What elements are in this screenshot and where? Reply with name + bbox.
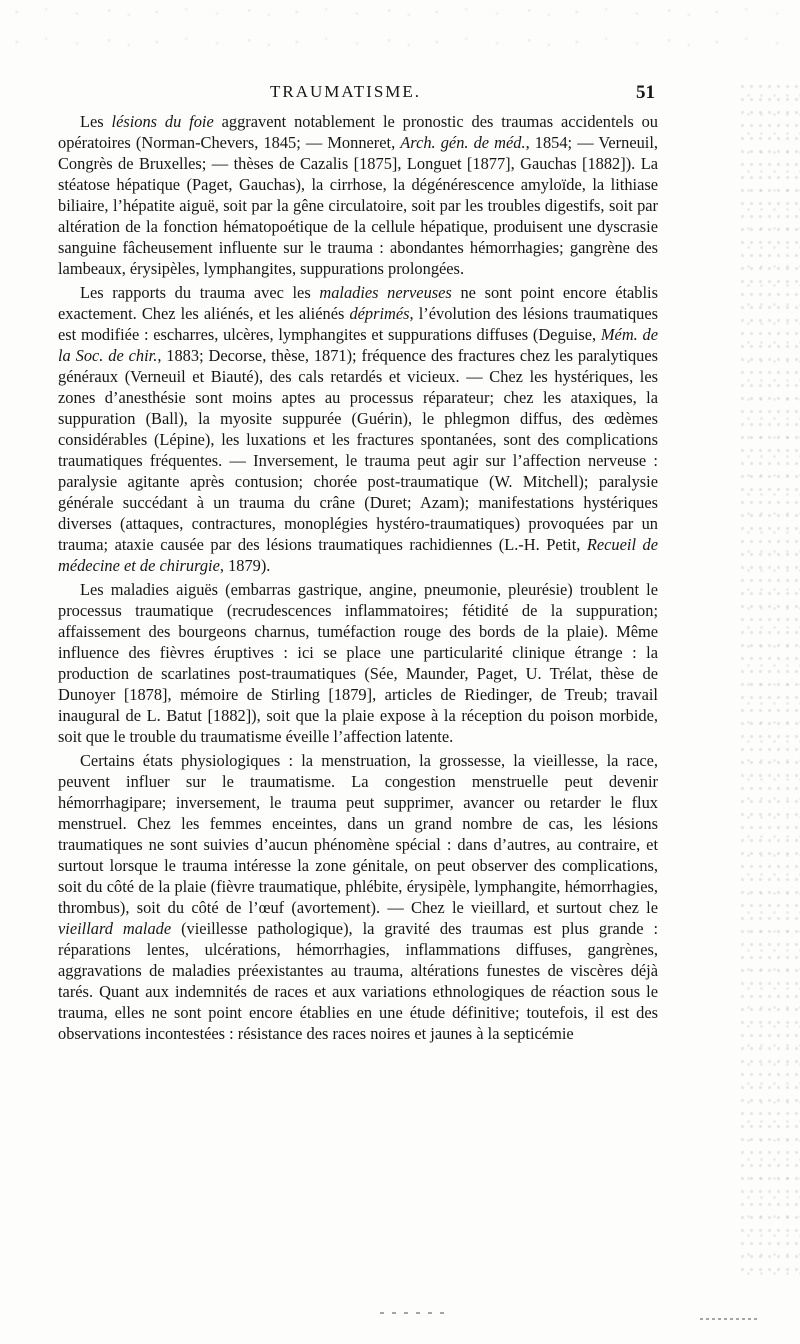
paragraph-liver-lesions bbox=[58, 111, 658, 279]
text-run-italic: Mém. de la Soc. de chir. bbox=[58, 325, 658, 365]
scan-mark-bottom bbox=[380, 1312, 450, 1314]
text-run-italic: vieillard malade bbox=[58, 919, 172, 938]
text-run: Les bbox=[80, 112, 112, 131]
text-run: , 1883; Decorse, thèse, 1871); fréquence des fractures chez les paralytiques généraux (Verneuil et Biauté), des cals retardés et vicieux. — Chez les hystériques, les zones d’anesthésie sont moins aptes au processus réparateur; chez les ataxiques, la suppuration (Ball), la myosite suppurée (Guérin), le phlegmon diffus, des œdèmes considérables (Lépine), les luxations et les fractures spontanées, sont des complications traumatiques fréquentes. — Inversement, le trauma peut agir sur l’affection nerveuse : paralysie agitante après contusion; chorée post-traumatique (W. Mitchell); paralysie générale succédant à un trauma du crâne (Duret; Azam); manifestations hystériques diverses (attaques, contractures, monoplégies hystéro-traumatiques) provoquées par un trauma; ataxie causée par des lésions traumatiques rachidiennes (L.-H. Petit, bbox=[58, 346, 658, 554]
text-run-italic: maladies nerveuses bbox=[319, 283, 452, 302]
text-run: Les rapports du trauma avec les bbox=[80, 283, 320, 302]
running-head bbox=[0, 82, 800, 106]
text-run: , 1854; — Verneuil, Congrès de Bruxelles; — thèses de Cazalis [1875], Longuet [1877], Gauchas [1882]). La stéatose hépatique (Paget, Gauchas), la cirrhose, la dégénérescence amyloïde, la lithiase biliaire, l’hépatite aiguë, soit par la gêne circulatoire, soit par les troubles digestifs, soit par altération de la fonction hématopoétique de la cellule hépatique, produisent une dyscrasie sanguine fâcheusement influente sur le trauma : abondantes hémorrhagies; gangrène des lambeaux, érysipèles, lymphangites, suppurations prolongées. bbox=[58, 133, 659, 278]
text-run: , 1879). bbox=[219, 556, 271, 575]
text-run-italic: Arch. gén. de méd. bbox=[400, 133, 526, 152]
text-run: aggravent notablement le pronostic des traumas accidentels ou opératoires (Norman-Chevers, 1845; — Monneret, bbox=[58, 112, 658, 152]
text-run: , l’évolution des lésions traumatiques est modifiée : escharres, ulcères, lymphangites et suppurations diffuses (Deguise, bbox=[58, 304, 659, 344]
paragraph-nervous-diseases bbox=[58, 282, 658, 576]
paragraph-physiological-states bbox=[58, 750, 658, 1044]
text-run-italic: Recueil de médecine et de chirurgie bbox=[58, 535, 658, 575]
paragraph-acute-diseases bbox=[58, 579, 658, 747]
text-run: ne sont point encore établis exactement. Chez les aliénés, et les aliénés bbox=[58, 283, 658, 323]
scan-noise-top bbox=[0, 0, 800, 60]
body-text bbox=[58, 111, 658, 1047]
page-number: 51 bbox=[636, 82, 655, 103]
scan-mark-bottom-right bbox=[700, 1318, 760, 1320]
running-title: TRAUMATISME. bbox=[270, 82, 422, 101]
text-run: Certains états physiologiques : la menstruation, la grossesse, la vieillesse, la race, peuvent influer sur le traumatisme. La congestion menstruelle peut devenir hémorrhagipare; inversement, le trauma peut supprimer, avancer ou retarder le flux menstruel. Chez les femmes enceintes, dans un grand nombre de cas, les lésions traumatiques ne sont suivies d’aucun phénomène spécial : dans d’autres, au contraire, et surtout lorsque le trauma intéresse la zone génitale, on peut observer des complications, soit du côté de la plaie (fièvre traumatique, phlébite, érysipèle, lymphangite, hémorrhagies, thrombus), soit du côté de l’œuf (avortement). — Chez le vieillard, et surtout chez le bbox=[58, 751, 658, 917]
text-run-italic: déprimés bbox=[349, 304, 410, 323]
text-run: Les maladies aiguës (embarras gastrique, angine, pneumonie, pleurésie) troublent le processus traumatique (recrudescences inflammatoires; fétidité de la suppuration; affaissement des bourgeons charnus, tuméfaction rouge des bords de la plaie). Même influence des fièvres éruptives : ici se place une particularité clinique étrange : la production de scarlatines post-traumatiques (Sée, Maunder, Paget, U. Trélat, thèse de Dunoyer [1878], mémoire de Stirling [1879], articles de Riedinger, de Treub; travail inaugural de L. Batut [1882]), soit que la plaie expose à la réception du poison morbide, soit que le trouble du traumatisme éveille l’affection latente. bbox=[58, 580, 658, 746]
scan-noise-right-edge bbox=[738, 80, 800, 1280]
text-run: (vieillesse pathologique), la gravité des traumas est plus grande : réparations lentes, ulcérations, hémorrhagies, inflammations diffuses, gangrènes, aggravations de maladies préexistantes au trauma, altérations funestes de viscères déjà tarés. Quant aux indemnités de races et aux variations ethnologiques de réaction sous le trauma, elles ne sont point encore établies en une étude définitive; toutefois, il est des observations incontestées : résistance des races noires et jaunes à la septicémie bbox=[58, 919, 659, 1043]
text-run-italic: lésions du foie bbox=[111, 112, 214, 131]
